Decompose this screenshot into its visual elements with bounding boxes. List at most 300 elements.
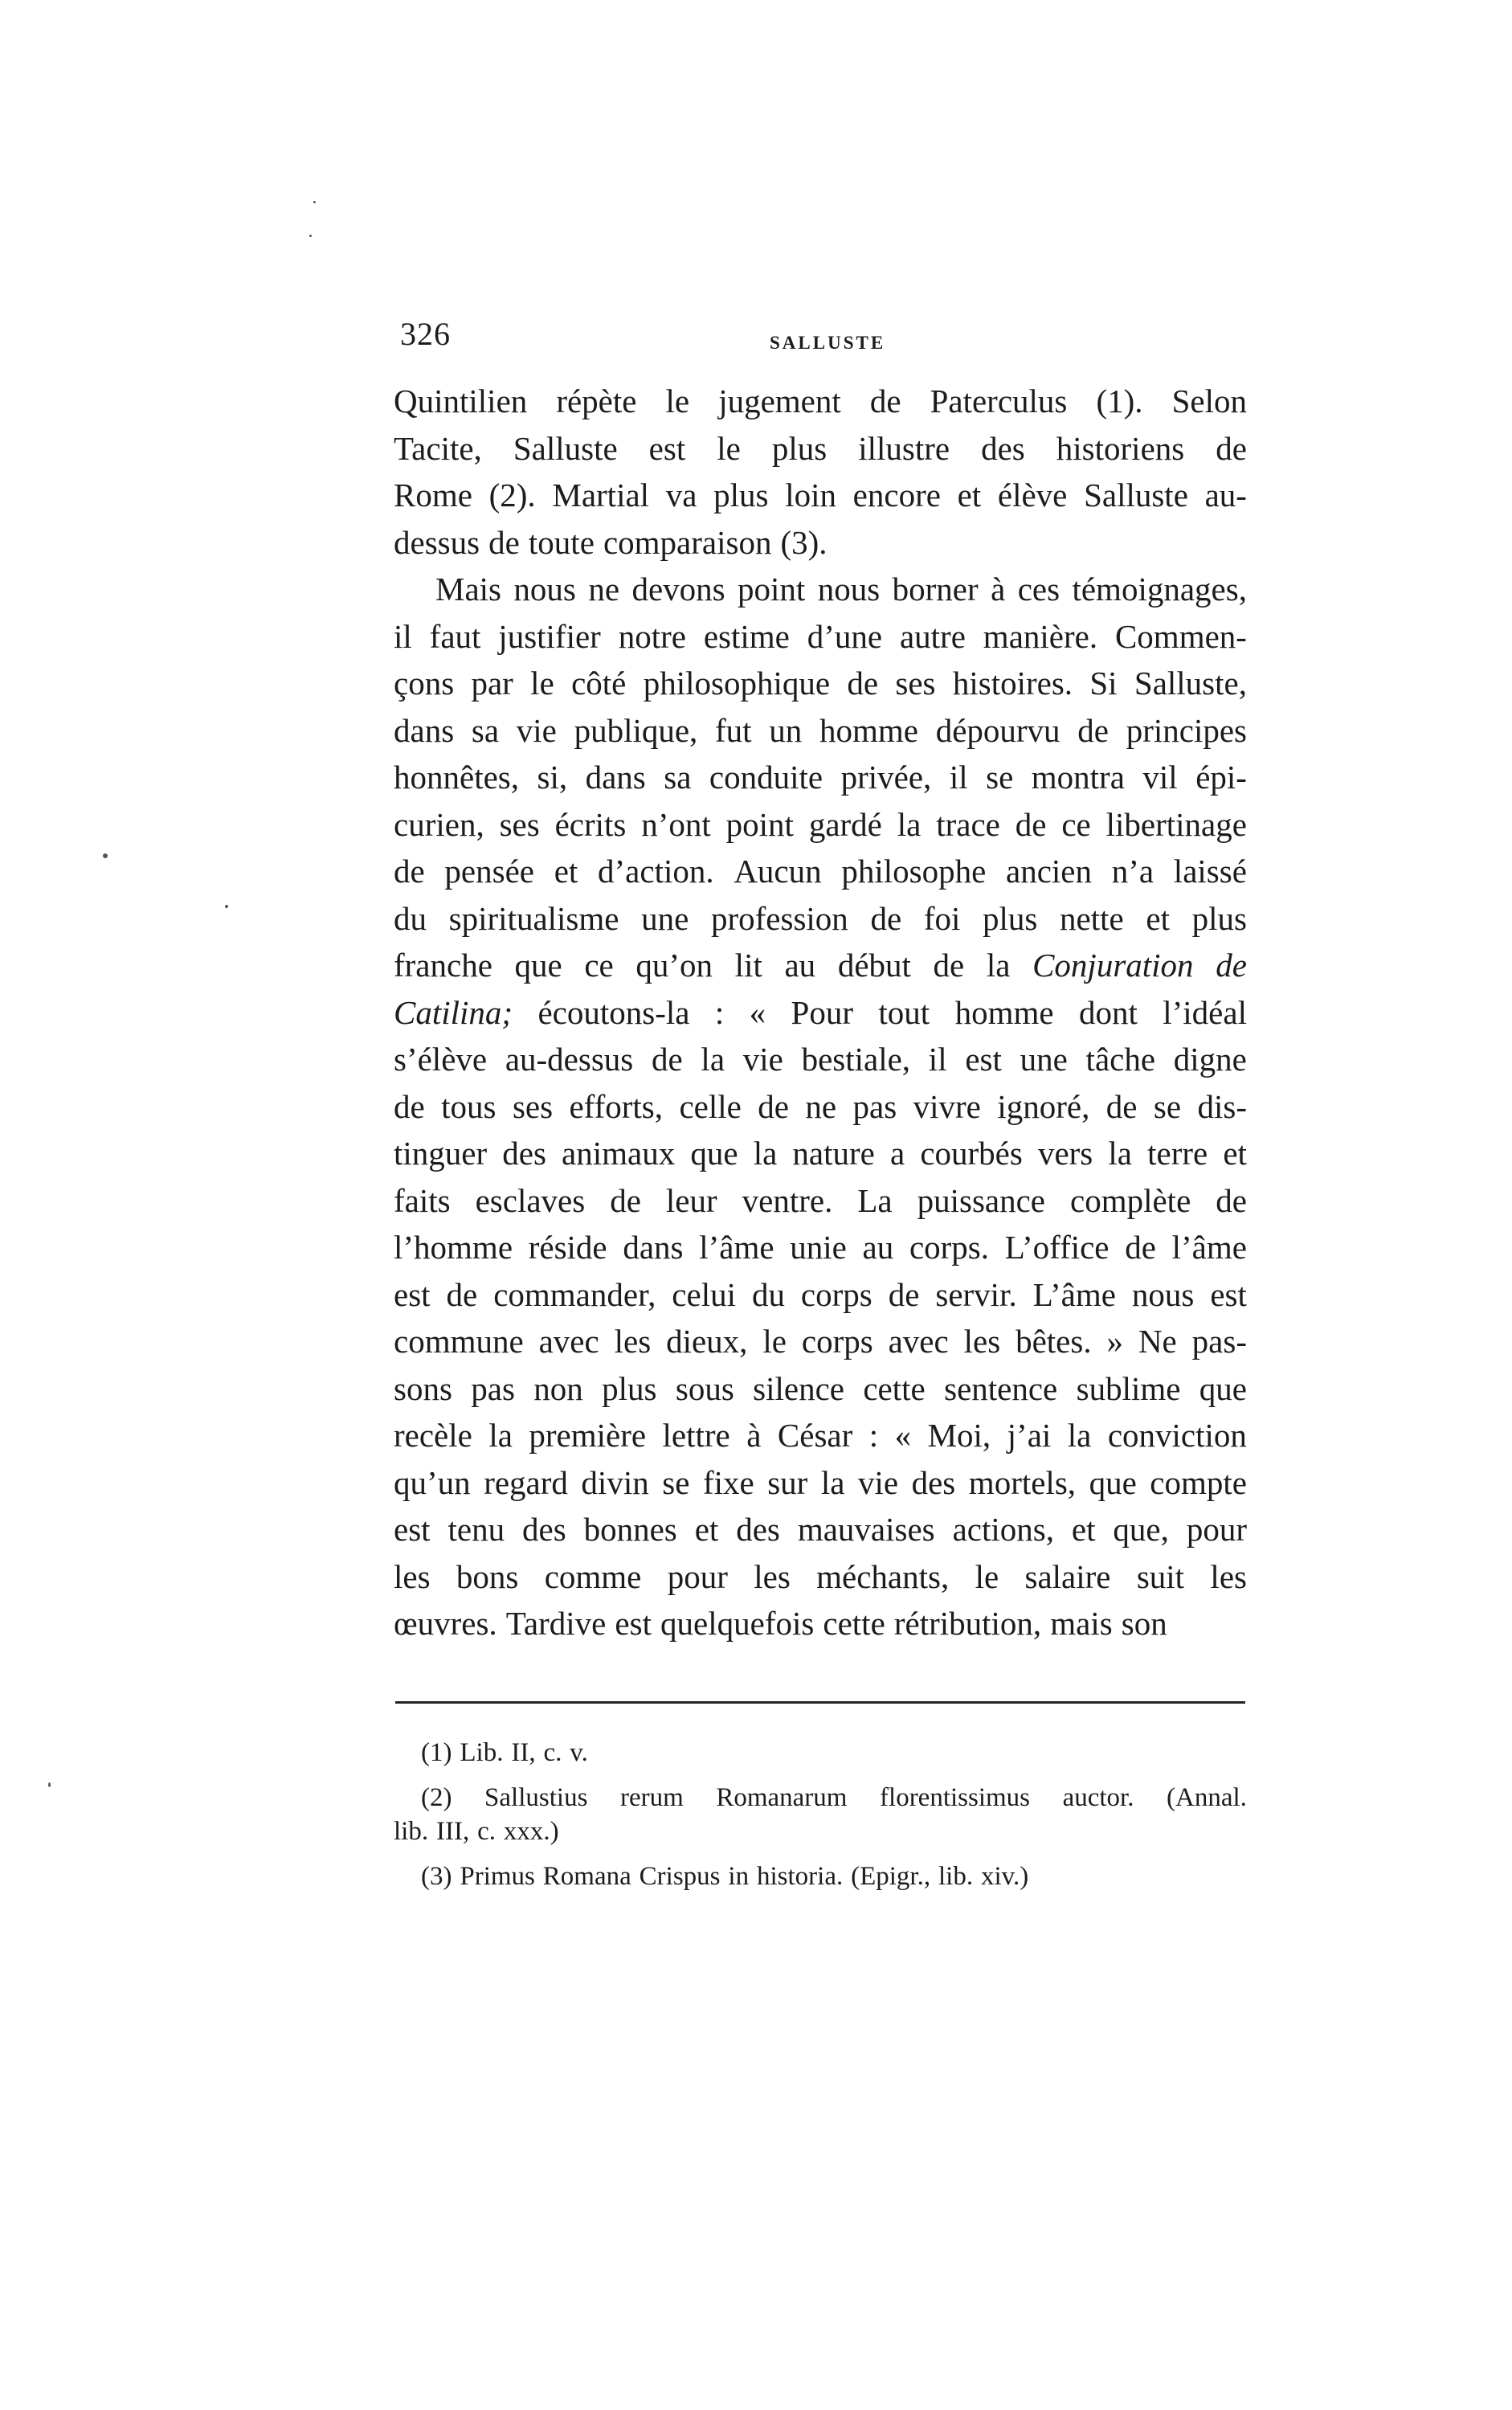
- word: point: [725, 805, 794, 843]
- page-number: 326: [400, 316, 451, 352]
- word: Catilina;: [394, 993, 513, 1031]
- word: sa: [471, 711, 500, 749]
- footnote-gap: [394, 1770, 1247, 1781]
- word: courbés: [920, 1135, 1023, 1172]
- word: «: [894, 1417, 912, 1454]
- word: que: [1089, 1463, 1137, 1501]
- word: les: [754, 1557, 791, 1595]
- word: des: [981, 429, 1025, 467]
- word: foi: [923, 899, 961, 937]
- word: plus: [713, 477, 769, 514]
- word: borner: [892, 571, 979, 608]
- word: de: [1077, 711, 1109, 749]
- footnote-line: [394, 1860, 1247, 1893]
- word: de: [394, 853, 425, 890]
- word: n’a: [1111, 853, 1154, 890]
- word: :: [714, 993, 725, 1031]
- word: l’homme: [394, 1229, 513, 1266]
- word: «: [749, 993, 766, 1031]
- word: est: [394, 1275, 431, 1313]
- word: pour: [1186, 1511, 1247, 1548]
- text-line: [394, 1318, 1247, 1365]
- word: Rome: [394, 477, 472, 514]
- word: Salluste,: [1134, 665, 1247, 702]
- word: jugement: [718, 383, 841, 419]
- word: gardé: [808, 805, 882, 843]
- word: illustre: [858, 429, 950, 467]
- word: La: [857, 1181, 893, 1219]
- word: xiv.): [980, 1862, 1029, 1891]
- word: suit: [1136, 1557, 1185, 1595]
- word: florentissimus: [880, 1783, 1031, 1812]
- word: (2).: [488, 477, 536, 514]
- text-line: [394, 707, 1247, 755]
- word: le: [717, 429, 741, 467]
- word: est: [648, 429, 686, 467]
- text-line: [394, 1459, 1247, 1507]
- word: c.: [477, 1817, 496, 1846]
- word: ce: [584, 947, 614, 984]
- text-line: [394, 566, 1247, 613]
- word: ces: [1017, 571, 1060, 608]
- word: des: [736, 1511, 780, 1548]
- word: si,: [537, 759, 568, 796]
- word: s’élève: [394, 1041, 488, 1078]
- word: v.: [570, 1738, 588, 1767]
- word: Romana: [542, 1862, 631, 1891]
- word: pensée: [444, 853, 534, 890]
- word: de: [1216, 1181, 1247, 1219]
- word: et: [694, 1511, 719, 1548]
- word: Ne: [1138, 1323, 1177, 1360]
- word: ancien: [1006, 853, 1092, 890]
- word: non: [533, 1369, 583, 1407]
- word: Mais: [435, 571, 501, 608]
- word: la: [1067, 1417, 1092, 1454]
- word: servir.: [935, 1275, 1017, 1313]
- word: ses: [512, 1087, 554, 1125]
- word: auctor.: [1062, 1783, 1134, 1812]
- text-line: [394, 1036, 1247, 1083]
- word: que: [1199, 1369, 1247, 1407]
- word: efforts,: [569, 1087, 663, 1125]
- word: se: [986, 759, 1014, 796]
- word: autre: [899, 617, 966, 655]
- word: le: [762, 1323, 787, 1360]
- word: tinguer: [394, 1135, 488, 1172]
- word: divin: [581, 1463, 649, 1501]
- word: Si: [1089, 665, 1118, 702]
- word: :: [868, 1417, 879, 1454]
- text-line: [394, 1177, 1247, 1225]
- word: ne: [588, 571, 620, 608]
- word: Pour: [791, 993, 853, 1031]
- word: vivre: [913, 1087, 981, 1125]
- word: Salluste: [513, 429, 618, 467]
- word: (Annal.: [1167, 1783, 1247, 1812]
- word: d’une: [807, 617, 883, 655]
- word: bestiale,: [801, 1041, 911, 1078]
- word: commune: [394, 1323, 524, 1360]
- word: de: [446, 1275, 478, 1313]
- word: avec: [538, 1323, 599, 1360]
- word: c.: [543, 1738, 562, 1767]
- word: montra: [1031, 759, 1125, 796]
- word: lib.: [394, 1817, 429, 1846]
- word: (1): [421, 1738, 452, 1767]
- word: (Epigr.,: [851, 1862, 931, 1891]
- scan-speck: [48, 1782, 51, 1787]
- word: rerum: [619, 1783, 684, 1812]
- word: digne: [1173, 1041, 1247, 1078]
- word: »: [1106, 1323, 1124, 1360]
- word: qu’on: [635, 947, 713, 984]
- word: les: [1210, 1557, 1247, 1595]
- word: la: [1108, 1135, 1132, 1172]
- word: au-: [1204, 477, 1247, 514]
- word: de: [1105, 1087, 1138, 1125]
- word: l’âme: [1171, 1229, 1247, 1266]
- word: plus: [1191, 899, 1247, 937]
- scan-speck: [103, 853, 108, 858]
- word: lib.: [938, 1862, 974, 1891]
- word: curien,: [394, 805, 484, 843]
- word: complète: [1070, 1181, 1191, 1219]
- word: côté: [571, 665, 627, 702]
- word: commander,: [493, 1275, 656, 1313]
- word: avec: [888, 1323, 949, 1360]
- word: fixe: [702, 1463, 754, 1501]
- word: dans: [623, 1229, 684, 1266]
- word: de: [1216, 947, 1247, 984]
- word: par: [471, 665, 513, 702]
- word: Martial: [552, 477, 650, 514]
- word: de: [933, 947, 965, 984]
- word: encore: [852, 477, 941, 514]
- word: César: [777, 1417, 853, 1454]
- word: comme: [544, 1557, 642, 1595]
- word: de: [1125, 1229, 1156, 1266]
- word: de: [888, 1275, 920, 1313]
- word: de: [610, 1181, 641, 1219]
- word: (3): [421, 1862, 452, 1891]
- word: ses: [895, 665, 936, 702]
- word: privée,: [840, 759, 932, 796]
- word: homme: [954, 993, 1054, 1031]
- word: répète: [556, 383, 637, 419]
- word: faits: [394, 1181, 451, 1219]
- word: tous: [441, 1087, 497, 1125]
- word: trace: [936, 805, 1000, 843]
- word: sons: [394, 1369, 452, 1407]
- footnote-line: [394, 1781, 1247, 1815]
- word: à: [991, 571, 1006, 608]
- word: toute: [528, 523, 595, 561]
- word: silence: [753, 1369, 844, 1407]
- word: et: [1071, 1511, 1096, 1548]
- word: profession: [710, 899, 848, 937]
- word: élève: [997, 477, 1068, 514]
- word: tenu: [447, 1511, 505, 1548]
- word: se: [662, 1463, 690, 1501]
- scan-speck: [313, 201, 316, 203]
- word: dont: [1078, 993, 1138, 1031]
- word: corps: [800, 1275, 872, 1313]
- word: homme: [819, 711, 918, 749]
- word: bêtes.: [1015, 1323, 1092, 1360]
- word: spiritualisme: [448, 899, 619, 937]
- word: cette: [823, 1605, 885, 1642]
- word: l’âme: [699, 1229, 774, 1266]
- word: le: [665, 383, 690, 419]
- word: dis-: [1197, 1087, 1247, 1125]
- word: point: [738, 571, 806, 608]
- word: manière.: [983, 617, 1098, 655]
- word: celle: [679, 1087, 742, 1125]
- word: L’âme: [1032, 1275, 1116, 1313]
- text-line: [394, 378, 1247, 425]
- text-line: [394, 1365, 1247, 1413]
- word: de: [488, 523, 520, 561]
- word: franche: [394, 947, 492, 984]
- running-title: SALLUSTE: [770, 333, 886, 353]
- word: nette: [1060, 899, 1124, 937]
- word: bonnes: [583, 1511, 677, 1548]
- word: philosophe: [841, 853, 987, 890]
- word: de: [1015, 805, 1047, 843]
- word: recèle: [394, 1417, 472, 1454]
- scan-speck: [225, 905, 228, 908]
- word: la: [986, 947, 1011, 984]
- word: conduite: [709, 759, 823, 796]
- word: de: [651, 1041, 683, 1078]
- word: qu’un: [394, 1463, 471, 1501]
- word: Sallustius: [484, 1783, 588, 1812]
- word: cette: [863, 1369, 926, 1407]
- word: lettre: [662, 1417, 730, 1454]
- word: honnêtes,: [394, 759, 519, 796]
- word: sur: [767, 1463, 808, 1501]
- word: Crispus: [639, 1862, 721, 1891]
- word: le: [530, 665, 554, 702]
- word: loin: [785, 477, 836, 514]
- word: Romanarum: [716, 1783, 848, 1812]
- word: rétribution,: [893, 1605, 1042, 1642]
- word: Paterculus: [930, 383, 1068, 419]
- word: il: [394, 617, 412, 655]
- body-text: [394, 378, 1247, 1647]
- word: L’office: [1004, 1229, 1109, 1266]
- word: (2): [421, 1783, 452, 1812]
- word: mais: [1050, 1605, 1113, 1642]
- word: quelquefois: [660, 1605, 815, 1642]
- word: Conjuration: [1032, 947, 1194, 984]
- word: fut: [715, 711, 752, 749]
- word: çons: [394, 665, 455, 702]
- word: vers: [1037, 1135, 1093, 1172]
- word: devons: [631, 571, 725, 608]
- word: sublime: [1076, 1369, 1181, 1407]
- word: ce: [1061, 805, 1091, 843]
- text-line: [394, 1224, 1247, 1271]
- word: publique,: [574, 711, 698, 749]
- page-header: [400, 315, 1244, 363]
- word: historiens: [1056, 429, 1185, 467]
- word: dessus: [394, 523, 480, 561]
- text-line: [394, 989, 1247, 1037]
- word: dans: [585, 759, 646, 796]
- word: la: [820, 1463, 845, 1501]
- word: n’ont: [641, 805, 711, 843]
- word: faut: [429, 617, 481, 655]
- word: œuvres.: [394, 1605, 497, 1642]
- word: comparaison: [603, 523, 772, 561]
- word: III,: [435, 1817, 470, 1846]
- word: et: [1146, 899, 1170, 937]
- word: pour: [667, 1557, 728, 1595]
- word: de: [758, 1087, 789, 1125]
- text-line: [394, 1412, 1247, 1459]
- word: lit: [734, 947, 762, 984]
- word: ignoré,: [997, 1087, 1090, 1125]
- word: regard: [484, 1463, 568, 1501]
- word: est: [394, 1511, 431, 1548]
- text-line: [394, 472, 1247, 519]
- word: (3).: [780, 523, 828, 561]
- word: vil: [1142, 759, 1178, 796]
- footnote-line: [394, 1815, 1247, 1848]
- word: et: [554, 853, 578, 890]
- word: des: [522, 1511, 566, 1548]
- text-line: [394, 660, 1247, 707]
- word: bons: [456, 1557, 519, 1595]
- word: mauvaises: [797, 1511, 935, 1548]
- word: nature: [792, 1135, 875, 1172]
- word: est: [615, 1605, 652, 1642]
- word: la: [897, 805, 922, 843]
- word: nous: [513, 571, 576, 608]
- word: début: [837, 947, 911, 984]
- word: d’action.: [598, 853, 714, 890]
- word: méchants,: [816, 1557, 950, 1595]
- word: Moi,: [927, 1417, 991, 1454]
- word: Salluste: [1084, 477, 1188, 514]
- scan-speck: [309, 235, 312, 237]
- word: réside: [528, 1229, 607, 1266]
- word: Commen-: [1114, 617, 1247, 655]
- word: première: [529, 1417, 647, 1454]
- text-line: [394, 801, 1247, 849]
- word: nous: [1131, 1275, 1195, 1313]
- word: que: [514, 947, 562, 984]
- word: dans: [394, 711, 455, 749]
- word: il: [949, 759, 968, 796]
- word: à: [746, 1417, 762, 1454]
- word: Primus: [460, 1862, 535, 1891]
- word: justifier: [498, 617, 601, 655]
- word: et: [957, 477, 982, 514]
- text-line: [394, 613, 1247, 661]
- text-line: [394, 1083, 1247, 1131]
- word: salaire: [1024, 1557, 1111, 1595]
- word: les: [394, 1557, 431, 1595]
- word: a: [889, 1135, 905, 1172]
- word: celui: [672, 1275, 736, 1313]
- text-line: [394, 754, 1247, 801]
- word: sentence: [944, 1369, 1058, 1407]
- text-line: [394, 425, 1247, 473]
- text-line: [394, 519, 1247, 567]
- word: tout: [878, 993, 930, 1031]
- word: ses: [499, 805, 540, 843]
- text-line: [394, 942, 1247, 989]
- word: son: [1121, 1605, 1167, 1642]
- word: vie: [516, 711, 557, 749]
- word: animaux: [562, 1135, 676, 1172]
- word: dépourvu: [935, 711, 1060, 749]
- word: dieux,: [666, 1323, 748, 1360]
- word: puissance: [917, 1181, 1045, 1219]
- word: un: [769, 711, 803, 749]
- word: mortels,: [968, 1463, 1077, 1501]
- word: corps: [801, 1323, 873, 1360]
- word: Tacite,: [394, 429, 482, 467]
- word: les: [963, 1323, 1001, 1360]
- word: in: [728, 1862, 750, 1891]
- word: plus: [983, 899, 1038, 937]
- word: la: [701, 1041, 725, 1078]
- text-line: [394, 848, 1247, 895]
- word: de: [394, 1087, 425, 1125]
- word: historia.: [756, 1862, 844, 1891]
- word: conviction: [1107, 1417, 1247, 1454]
- word: épi-: [1195, 759, 1247, 796]
- footnote-line: [394, 1736, 1247, 1770]
- word: de: [869, 383, 901, 419]
- word: la: [488, 1417, 513, 1454]
- word: les: [614, 1323, 652, 1360]
- word: notre: [618, 617, 686, 655]
- word: que,: [1113, 1511, 1169, 1548]
- text-line: [394, 1130, 1247, 1177]
- word: se: [1153, 1087, 1182, 1125]
- text-line: [394, 895, 1247, 943]
- word: de: [870, 899, 902, 937]
- word: la: [753, 1135, 778, 1172]
- word: vie: [742, 1041, 783, 1078]
- word: des: [502, 1135, 546, 1172]
- word: nous: [817, 571, 881, 608]
- word: ne: [805, 1087, 837, 1125]
- word: actions,: [952, 1511, 1054, 1548]
- word: pas: [471, 1369, 515, 1407]
- word: leur: [665, 1181, 717, 1219]
- word: pas-: [1191, 1323, 1247, 1360]
- word: des: [911, 1463, 956, 1501]
- word: unie: [790, 1229, 847, 1266]
- word: du: [394, 899, 427, 937]
- word: sous: [675, 1369, 734, 1407]
- word: témoignages,: [1072, 571, 1247, 608]
- word: j’ai: [1007, 1417, 1052, 1454]
- text-line: [394, 1271, 1247, 1319]
- word: II,: [511, 1738, 536, 1767]
- word: Aucun: [734, 853, 822, 890]
- word: laissé: [1173, 853, 1247, 890]
- word: compte: [1150, 1463, 1247, 1501]
- word: et: [1223, 1135, 1247, 1172]
- word: tâche: [1085, 1041, 1156, 1078]
